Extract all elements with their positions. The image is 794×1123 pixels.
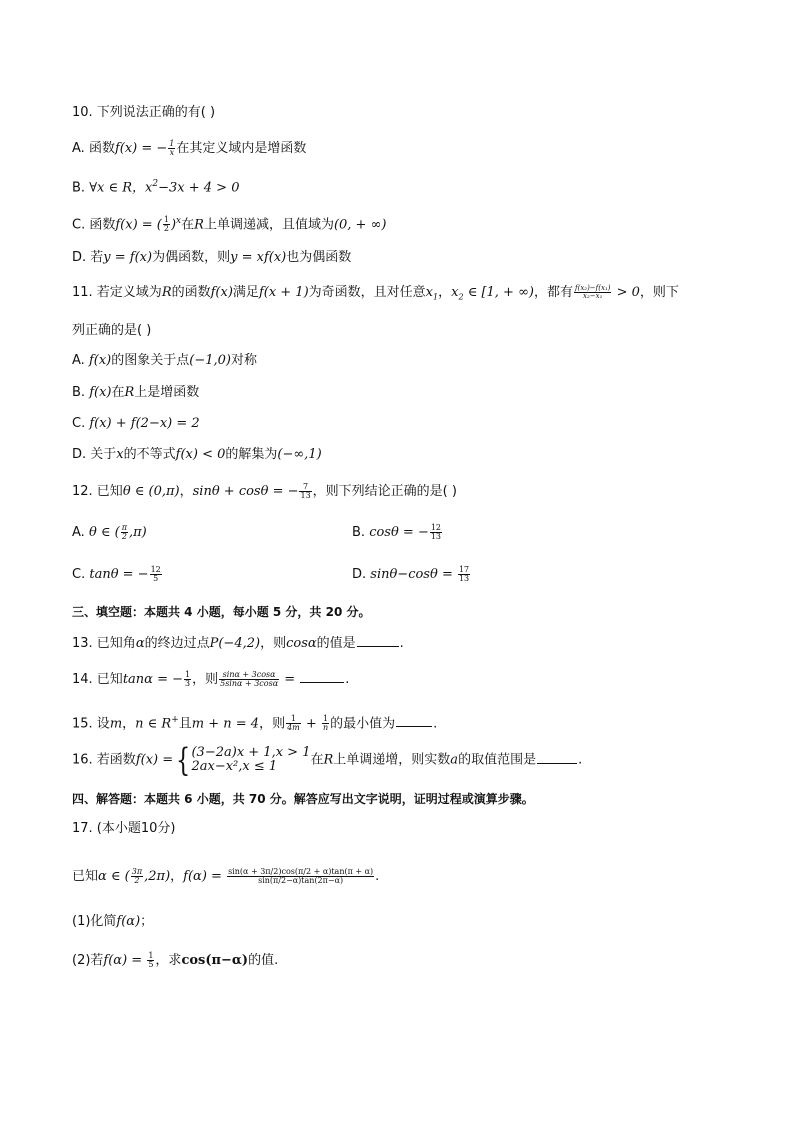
answer-blank: [396, 714, 432, 727]
q11-option-c: C. f(x) + f(2−x) = 2: [72, 416, 200, 431]
q11-option-a: A. f(x)的图象关于点(−1,0)对称: [72, 353, 257, 368]
answer-blank: [300, 670, 344, 683]
q17-part-2: (2)若f(α) = $\frac{1}{5}$ ，求cos(π−α)的值.: [72, 951, 279, 969]
q11-option-b: B. f(x)在R上是增函数: [72, 385, 200, 400]
q10-option-d: D. 若y = f(x)为偶函数，则y = xf(x)也为偶函数: [72, 250, 352, 265]
q13: 13. 已知角α的终边过点P(−4,2)，则cosα的值是 .: [72, 636, 404, 651]
q12-option-b: B. cosθ = − $\frac{12}{13}$: [352, 523, 442, 541]
q12-option-c: C. tanθ = − $\frac{12}{5}$: [72, 565, 161, 583]
q10-option-a: A. 函数f(x) = − $\frac{1}{x}$ 在其定义域内是增函数: [72, 139, 307, 157]
q16: 16. 若函数f(x) ={ (3−2a)x + 1,x > 1 2ax−x²,x ≤ 1 在R上单调递增，则实数a的取值范围是 .: [72, 741, 583, 779]
q17-stem: 17. (本小题10分): [72, 821, 176, 836]
q17-given: 已知α ∈ ( $\frac{3\pi}{2}$ ,2π)，f(α) = $\frac{\sin(\alpha + 3\pi/2)\cos(\pi/2 + \alpha)\tan(\pi + \alpha)}{\sin(\pi/2-\alpha)\tan(2\pi-\alpha)}$ .: [72, 867, 380, 885]
q15: 15. 设m，n ∈ R+且m + n = 4，则 $\frac{1}{4m}$ + $\frac{1}{n}$ 的最小值为 .: [72, 714, 438, 733]
q12-option-d: D. sinθ−cosθ = $\frac{17}{13}$: [352, 565, 470, 583]
q11-stem: 11. 若定义域为R的函数f(x)满足f(x + 1)为奇函数，且对任意$x_1$，$x_2$ ∈ [1, + ∞)，都有 $\frac{\text{f(x₂)−f(x₁)}}{\text{x₂−x₁}}$ > 0，则下: [72, 284, 679, 302]
q12-option-a: A. θ ∈ ( $\frac{\pi}{2}$ ,π): [72, 523, 147, 541]
q10-option-c: C. 函数f(x) = ( $\frac{1}{2}$ )$^x$在R上单调递减，且值域为(0, + ∞): [72, 215, 387, 234]
section-3-heading: 三、填空题：本题共 4 小题，每小题 5 分，共 20 分。: [72, 605, 371, 619]
q17-part-1: (1)化简f(α)；: [72, 914, 154, 929]
answer-blank: [357, 634, 399, 647]
answer-blank: [537, 751, 577, 764]
q12-stem: 12. 已知θ ∈ (0,π)，sinθ + cosθ = − $\frac{7}{13}$ ，则下列结论正确的是( ): [72, 482, 457, 500]
q11-option-d: D. 关于x的不等式f(x) < 0的解集为(−∞,1): [72, 447, 322, 462]
q11-stem-cont: 列正确的是( ): [72, 323, 152, 338]
q10-option-b: B. ∀x ∈ R，$x^2-3x + 4 > 0$: [72, 179, 240, 196]
q14: 14. 已知tanα = − $\frac{1}{3}$ ，则 $\frac{\sin\alpha + 3\cos\alpha}{5\sin\alpha + 3\cos\alpha}$ = .: [72, 670, 350, 688]
section-4-heading: 四、解答题：本题共 6 小题，共 70 分。解答应写出文字说明，证明过程或演算步骤。: [72, 792, 534, 806]
q10-stem: 10. 下列说法正确的有( ): [72, 105, 216, 120]
